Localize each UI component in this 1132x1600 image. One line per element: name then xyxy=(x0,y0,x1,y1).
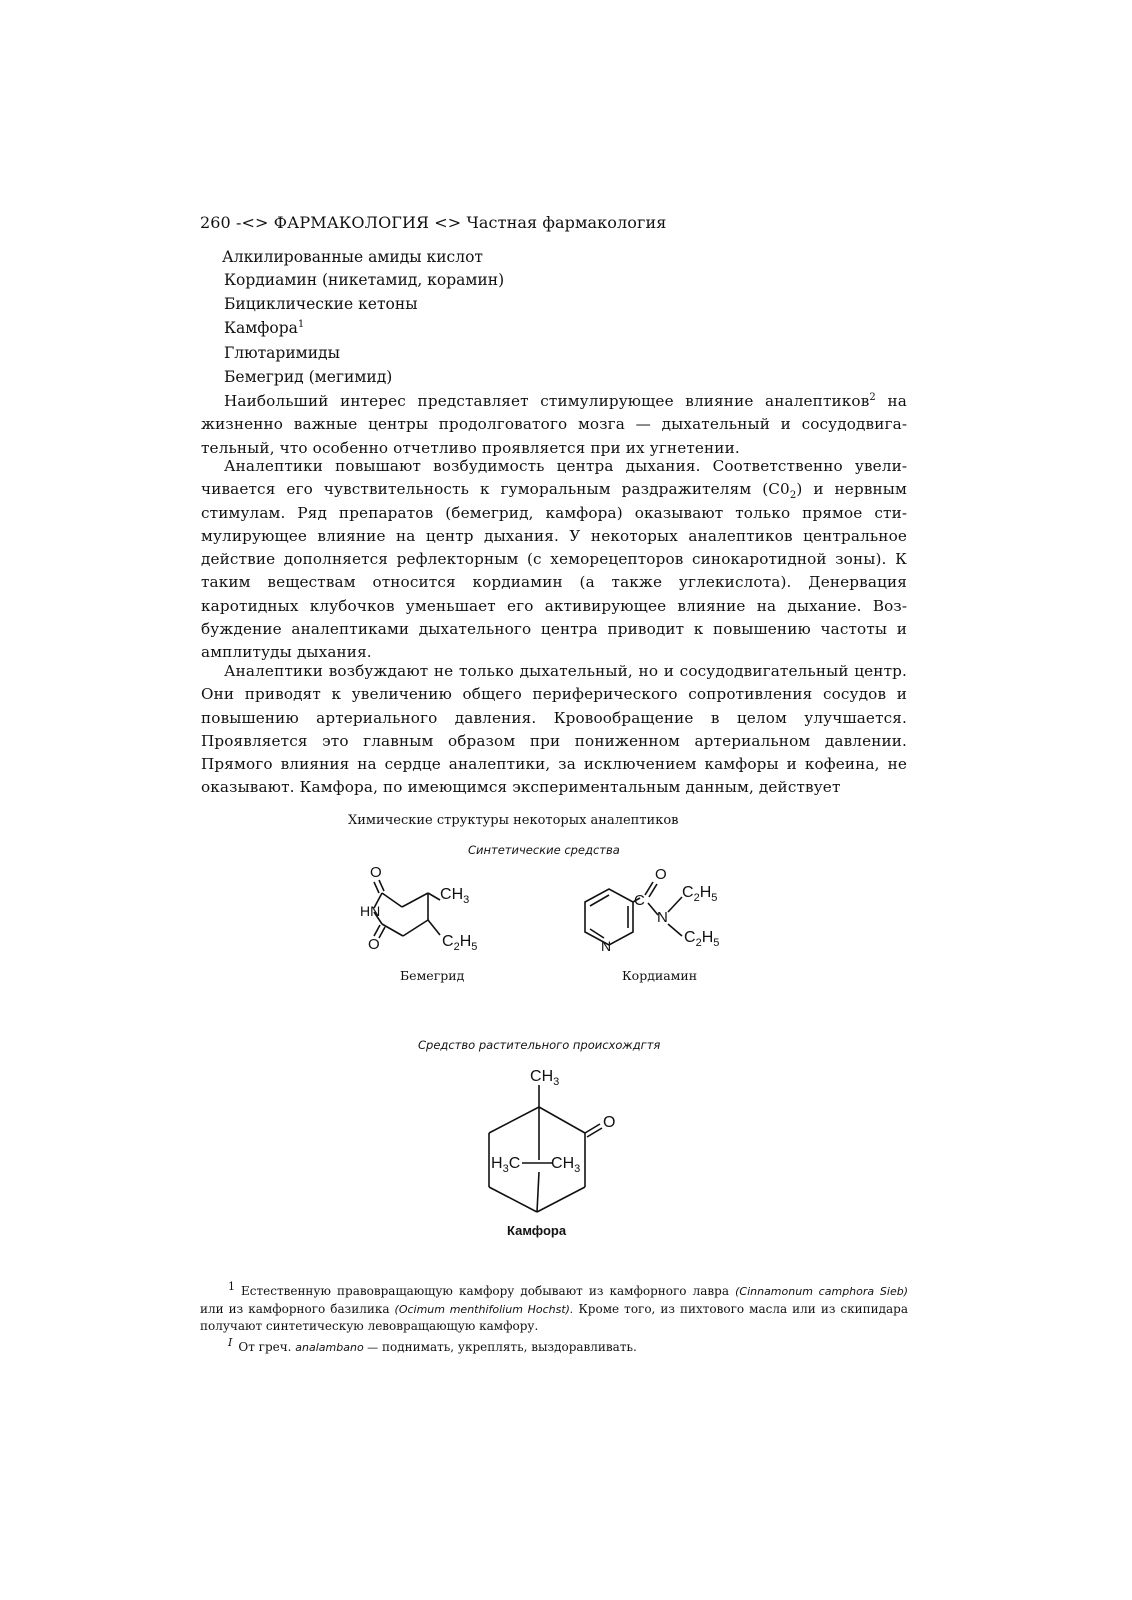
camphor-structure xyxy=(489,1085,602,1212)
bemegride-structure xyxy=(374,880,440,938)
footnote-ref: 1 xyxy=(297,318,305,330)
footnote-ref: 2 xyxy=(869,391,876,403)
atom-label: O xyxy=(655,866,667,883)
atom-label: O xyxy=(368,936,380,953)
plant-heading: Средство растительного происхождгтя xyxy=(418,1038,661,1052)
atom-label: $H_3C$ xyxy=(491,1155,521,1176)
class-item: Глютаримиды xyxy=(224,344,340,362)
atom-label: $C_2H_5$ xyxy=(442,933,478,954)
footnote-mark: I xyxy=(228,1336,233,1349)
header-separator: <> xyxy=(434,213,462,232)
footnote-text: поднимать, укреплять, выздоравливать. xyxy=(378,1340,637,1354)
atom-label: O xyxy=(370,864,382,881)
class-item: Бициклические кетоны xyxy=(224,295,418,313)
class-item-label: Камфора xyxy=(224,319,298,337)
page-number: 260 xyxy=(200,213,231,232)
footnote-text: От греч. xyxy=(238,1340,296,1354)
synthetic-heading: Синтетические средства xyxy=(468,843,620,857)
paragraph-text: ) и нервным стимулам. Ряд препаратов (бемегрид, камфора) оказывают только прямое стимулирующее влияние на центр дыхания. У некоторых аналептиков центральное действие дополняется рефлекторным (с хеморецепторов синокаротидной зоны). К таким веществам относится кордиамин (а также углекислота). Денервация каротидных клубочков уменьшает его активирующее влияние на дыхание. Возбуждение аналептиками дыхательного центра приводит к повышению частоты и амплитуды дыхания. xyxy=(201,480,907,662)
footnote-latin: analambano — xyxy=(295,1341,379,1354)
atom-label: N xyxy=(657,909,668,926)
atom-label: N xyxy=(601,938,612,954)
footnote-mark: 1 xyxy=(228,1280,235,1293)
section-title: Частная фармакология xyxy=(466,213,667,232)
header-separator: -<> xyxy=(236,213,269,232)
structure-caption: Бемегрид xyxy=(400,968,465,983)
paragraph-text: Аналептики повышают возбудимость центра дыхания. Соответственно увеличивается его чувствительность к гуморальным раздражителям (С0 xyxy=(201,457,907,499)
class-item: Бемегрид (мегимид) xyxy=(224,368,393,386)
atom-label: $CH_3$ xyxy=(440,886,470,907)
atom-label: HN xyxy=(360,903,381,919)
footnote-text: Кроме того, из пихтового масла или из скипидара получают синтетическую левовращающую камфору. xyxy=(200,1301,908,1333)
figure-title: Химические структуры некоторых аналептиков xyxy=(348,813,679,828)
atom-label: $CH_3$ xyxy=(530,1068,560,1089)
subscript: 2 xyxy=(789,490,797,502)
footnote-text: или из камфорного базилика xyxy=(200,1301,395,1316)
footnote-latin: (Ocimum menthifolium Hochst). xyxy=(394,1302,574,1316)
atom-label: $C_2H_5$ xyxy=(682,884,718,905)
atom-label: C xyxy=(634,892,645,909)
atom-label: O xyxy=(603,1114,616,1131)
paragraph-text: на жизненно важные центры продолговатого мозга — дыхательный и сосудодвигательный, что особенно отчетливо проявляется при их угнетении. xyxy=(201,392,907,457)
class-item: Кордиамин (никетамид, корамин) xyxy=(224,271,505,289)
atom-label: $C_2H_5$ xyxy=(684,929,720,950)
paragraph-text: Наибольший интерес представляет стимулирующее влияние аналептиков xyxy=(224,392,870,410)
footnote xyxy=(200,1278,908,1336)
class-item: Алкилированные амиды кислот xyxy=(222,248,483,266)
footnote xyxy=(200,1334,908,1357)
structure-caption: Камфора xyxy=(507,1223,567,1238)
footnote-latin: (Cinnamonum camphora Sieb) xyxy=(735,1285,908,1298)
book-title: ФАРМАКОЛОГИЯ xyxy=(273,213,430,232)
body-paragraph: Аналептики возбуждают не только дыхательный, но и сосудодвигательный центр. Они приводят к увеличению общего периферического сопротивления сосудов и повышению артериального давления. Кровообращение в целом улучшается. Проявляется это главным образом при пониженном артериальном давлении. Прямого влияния на сердце аналептики, за исключением камфоры и кофеина, не оказывают. Камфора, по имеющимся экспериментальным данным, действует xyxy=(201,662,907,797)
footnote-text: Естественную правовращающую камфору добывают из камфорного лавра xyxy=(241,1284,736,1298)
structure-caption: Кордиамин xyxy=(622,968,698,983)
atom-label: $CH_3$ xyxy=(551,1155,581,1176)
